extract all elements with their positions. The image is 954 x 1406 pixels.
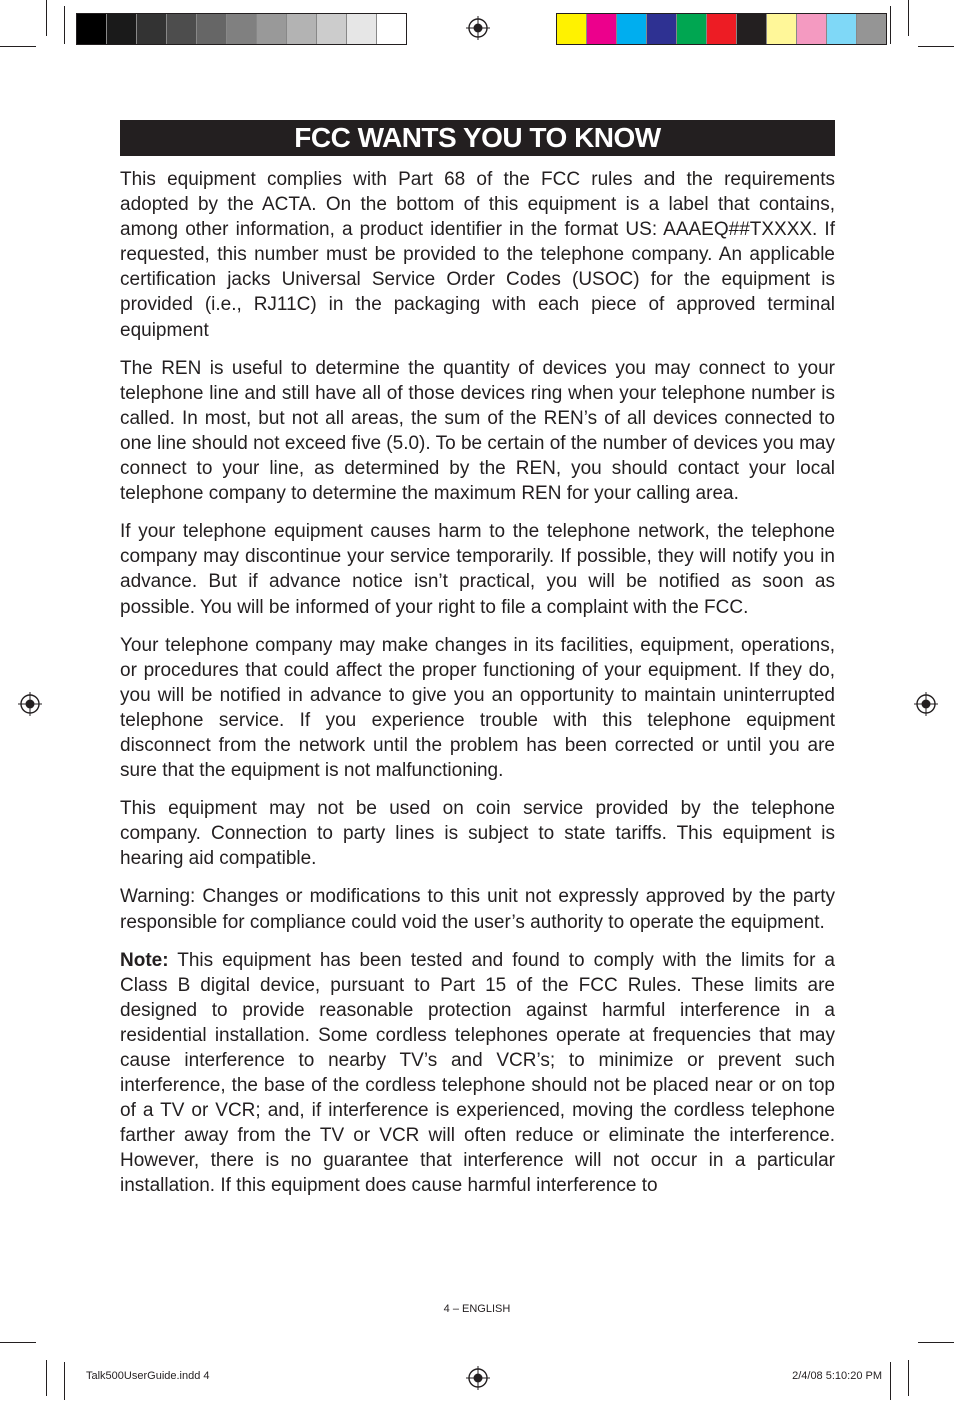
crop-mark bbox=[918, 46, 954, 47]
paragraph-part68: This equipment complies with Part 68 of the FCC rules and the requirements adopted by the ACTA. On the bottom of this equipment is a label that contains, among other information, a product identifier in the format US: AAAEQ##TXXXX. If requested, this number must be provided to the telephone company. An applicable certification jacks Universal Service Order Codes (USOC) for the equipment is provided (i.e., RJ11C) in the packaging with each piece of approved terminal equipment bbox=[120, 169, 835, 341]
crop-mark bbox=[908, 1360, 909, 1396]
registration-mark-icon bbox=[466, 1366, 490, 1390]
crop-mark bbox=[0, 46, 36, 47]
slug-filename: Talk500UserGuide.indd 4 bbox=[86, 1370, 210, 1382]
crop-mark bbox=[0, 1342, 36, 1343]
color-swatch bbox=[737, 14, 767, 44]
crop-mark bbox=[46, 1360, 47, 1396]
color-swatch bbox=[827, 14, 857, 44]
color-swatch bbox=[77, 14, 107, 44]
color-swatch bbox=[647, 14, 677, 44]
paragraph-network-harm: If your telephone equipment causes harm to the telephone network, the telephone company may discontinue your service temporarily. If possible, they will notify you in advance. But if advance notice isn’t practical, you will be notified as soon as possible. You will be informed of your right to file a complaint with the FCC. bbox=[120, 521, 835, 618]
paragraph-coin-service: This equipment may not be used on coin service provided by the telephone company. Connection to party lines is subject to state tariffs. This equipment is hearing aid compatible. bbox=[120, 798, 835, 870]
crop-mark bbox=[64, 1362, 65, 1400]
color-swatch bbox=[257, 14, 287, 44]
color-swatch bbox=[137, 14, 167, 44]
grayscale-color-bar bbox=[76, 13, 407, 45]
page-content bbox=[120, 167, 835, 1212]
slug-timestamp: 2/4/08 5:10:20 PM bbox=[792, 1370, 882, 1382]
color-swatch bbox=[767, 14, 797, 44]
note-text: This equipment has been tested and found to comply with the limits for a Class B digital device, pursuant to Part 15 of the FCC Rules. These limits are designed to provide reasonable protection against harmful interference in a residential installation. Some cordless telephones operate at frequencies that may cause interference to nearby TV’s and VCR’s; to minimize or prevent such interference, the base of the cordless telephone should not be placed near or on top of a TV or VCR; and, if interference is experienced, moving the cordless telephone farther away from the TV or VCR will often reduce or eliminate the interference. However, there is no guarantee that interference will not occur in a particular installation. If this equipment does cause harmful interference to bbox=[120, 949, 835, 1197]
paragraph-note bbox=[120, 948, 835, 1199]
color-swatch bbox=[227, 14, 257, 44]
registration-mark-icon bbox=[18, 692, 42, 716]
crop-mark bbox=[890, 1362, 891, 1400]
color-swatch bbox=[347, 14, 377, 44]
crop-mark bbox=[46, 0, 47, 36]
registration-mark-icon bbox=[914, 692, 938, 716]
color-swatch bbox=[377, 14, 406, 44]
page-footer: 4 – ENGLISH bbox=[443, 1303, 511, 1315]
note-label: Note: bbox=[120, 949, 169, 971]
paragraph-ren: The REN is useful to determine the quantity of devices you may connect to your telephone line and still have all of those devices ring when your telephone number is called. In most, but not all areas, the sum of the REN’s of all devices connected to one line should not exceed five (5.0). To be certain of the number of devices you may connect to your line, as determined by the REN, you should contact your local telephone company to determine the maximum REN for your calling area. bbox=[120, 357, 835, 505]
color-swatch bbox=[317, 14, 347, 44]
crop-mark bbox=[890, 6, 891, 44]
crop-mark bbox=[918, 1342, 954, 1343]
color-swatch bbox=[197, 14, 227, 44]
color-swatch bbox=[797, 14, 827, 44]
process-color-bar bbox=[556, 13, 887, 45]
color-swatch bbox=[617, 14, 647, 44]
crop-mark bbox=[64, 6, 65, 44]
color-swatch bbox=[587, 14, 617, 44]
color-swatch bbox=[707, 14, 737, 44]
paragraph-facility-changes: Your telephone company may make changes in its facilities, equipment, operations, or procedures that could affect the proper functioning of your equipment. If they do, you will be notified in advance to give you an opportunity to maintain uninterrupted telephone service. If you experience trouble with this telephone equipment disconnect from the network until the problem has been corrected or until you are sure that the equipment is not malfunctioning. bbox=[120, 634, 835, 782]
color-swatch bbox=[677, 14, 707, 44]
color-swatch bbox=[167, 14, 197, 44]
registration-mark-icon bbox=[466, 16, 490, 40]
color-swatch bbox=[557, 14, 587, 44]
crop-mark bbox=[908, 0, 909, 36]
section-heading: FCC WANTS YOU TO KNOW bbox=[120, 120, 835, 156]
color-swatch bbox=[287, 14, 317, 44]
color-swatch bbox=[107, 14, 137, 44]
color-swatch bbox=[857, 14, 886, 44]
paragraph-warning: Warning: Changes or modifications to this unit not expressly approved by the party responsible for compliance could void the user’s authority to operate the equipment. bbox=[120, 886, 835, 933]
